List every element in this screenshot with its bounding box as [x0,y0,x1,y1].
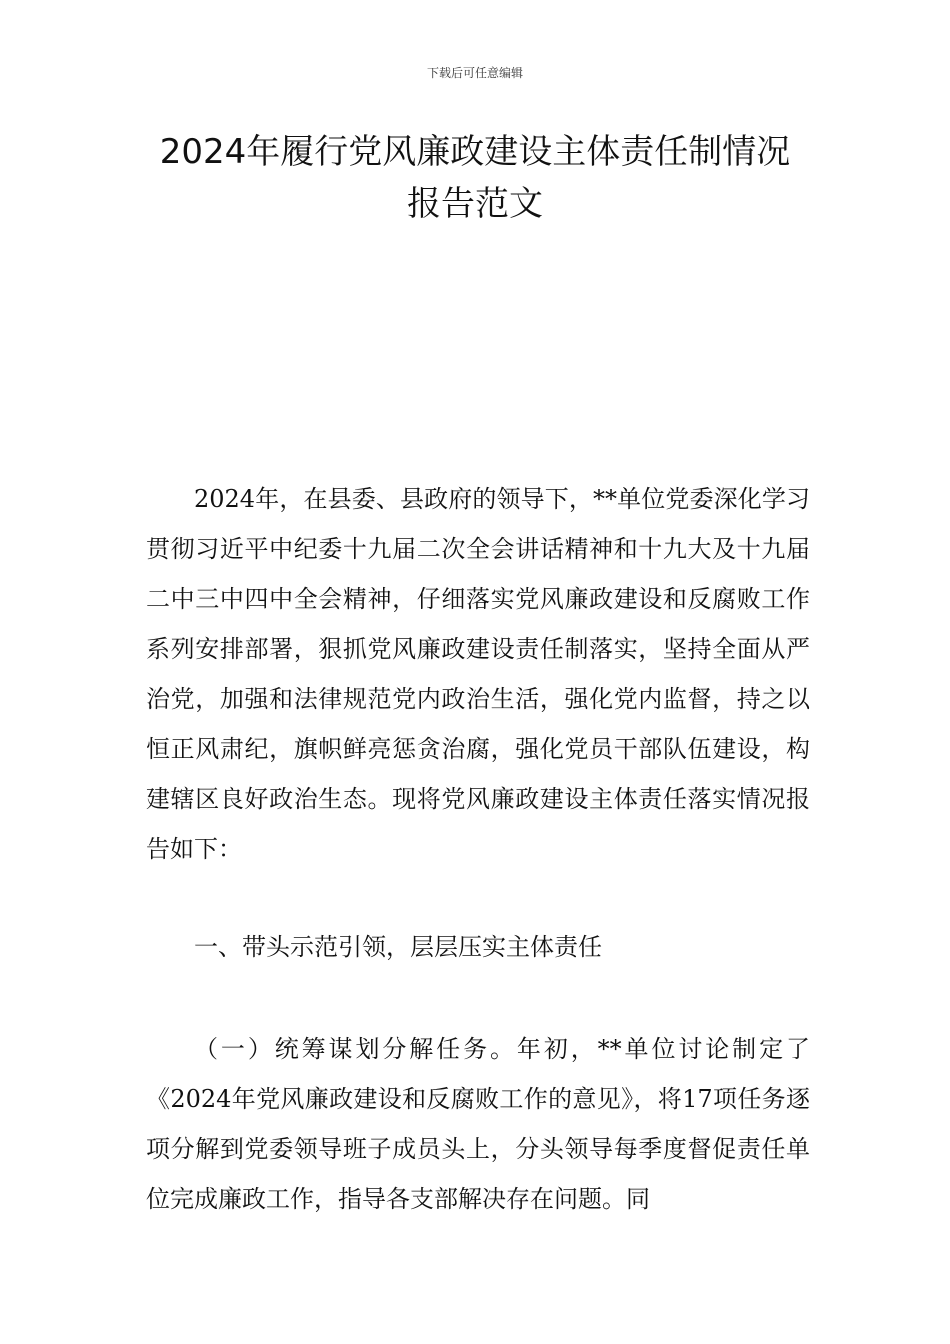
title-line-1: 2024年履行党风廉政建设主体责任制情况 [159,132,791,172]
title-line-2: 报告范文 [407,184,543,224]
subsection-paragraph-1: （一）统筹谋划分解任务。年初，**单位讨论制定了《2024年党风廉政建设和反腐败工作的意见》，将17项任务逐项分解到党委领导班子成员头上，分头领导每季度督促责任单位完成廉政工作，指导各支部解决存在问题。同 [146,1035,810,1213]
header-note: 下载后可任意编辑 [426,66,523,80]
intro-paragraph: 2024年，在县委、县政府的领导下，**单位党委深化学习贯彻习近平中纪委十九届二次全会讲话精神和十九大及十九届二中三中四中全会精神，仔细落实党风廉政建设和反腐败工作系列安排部署，狠抓党风廉政建设责任制落实，坚持全面从严治党，加强和法律规范党内政治生活，强化党内监督，持之以恒正风肃纪，旗帜鲜亮惩贪治腐，强化党员干部队伍建设，构建辖区良好政治生态。现将党风廉政建设主体责任落实情况报告如下： [146,485,810,863]
document-title [95,126,855,230]
section-heading-1: 一、带头示范引领，层层压实主体责任 [194,933,602,961]
